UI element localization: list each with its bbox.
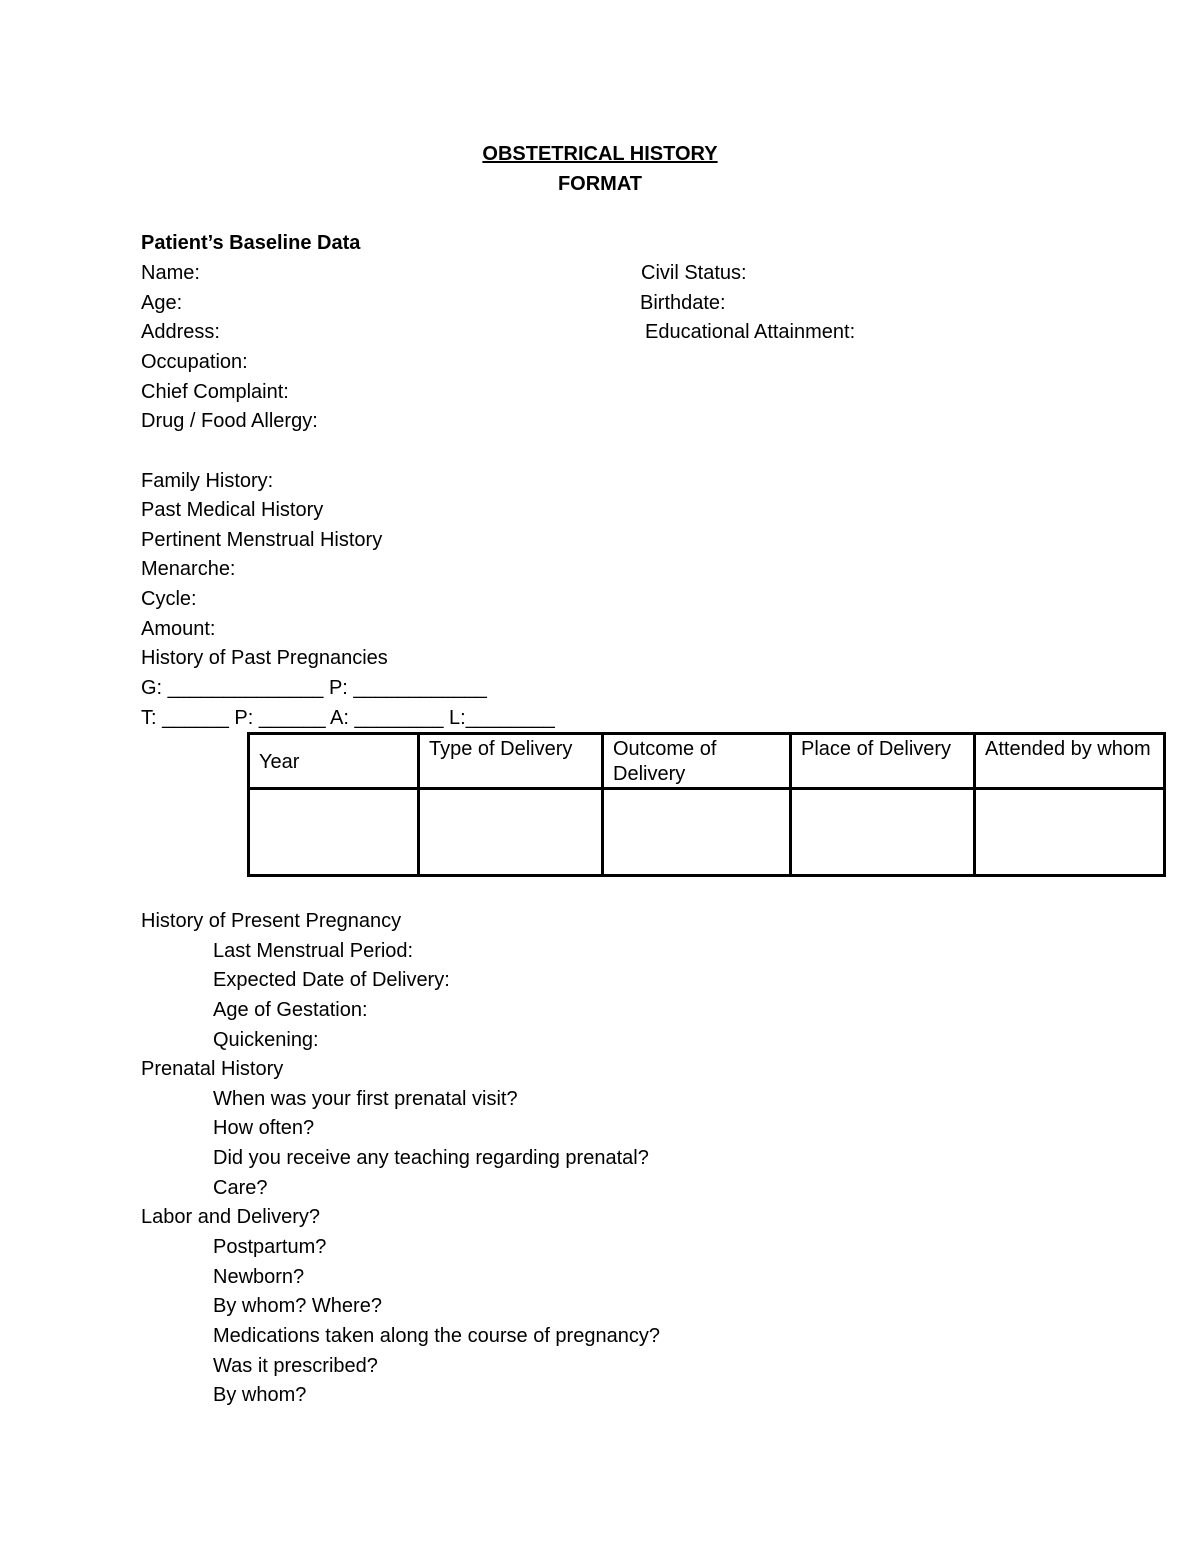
quickening-label: Quickening: [213, 1029, 319, 1051]
table-header-row [249, 734, 1165, 789]
menstrual-history-label: Pertinent Menstrual History [141, 529, 383, 551]
header-outcome-of-delivery: Outcome of Delivery [613, 738, 717, 785]
document-title: OBSTETRICAL HISTORY [482, 143, 718, 165]
document-subtitle: FORMAT [557, 173, 643, 195]
past-pregnancies-label: History of Past Pregnancies [141, 647, 388, 669]
amount-label: Amount: [141, 618, 216, 640]
cycle-label: Cycle: [141, 588, 197, 610]
present-pregnancy-heading: History of Present Pregnancy [141, 910, 402, 932]
aog-label: Age of Gestation: [213, 999, 368, 1021]
header-year: Year [259, 750, 300, 773]
labor-item: Medications taken along the course of pregnancy? [213, 1325, 660, 1347]
gp-line: G: ______________ P: ____________ [141, 677, 487, 699]
header-type-of-delivery: Type of Delivery [429, 738, 573, 760]
table-header-cell [603, 734, 791, 789]
labor-item: Was it prescribed? [213, 1355, 378, 1377]
prenatal-item: When was your first prenatal visit? [213, 1088, 518, 1110]
table-header-cell [791, 734, 975, 789]
header-place-of-delivery: Place of Delivery [801, 738, 952, 760]
occupation-label: Occupation: [141, 351, 248, 373]
prenatal-item: How often? [213, 1117, 315, 1139]
education-label: Educational Attainment: [645, 321, 856, 343]
tpal-line: T: ______ P: ______ A: ________ L:________ [141, 707, 555, 729]
birthdate-label: Birthdate: [640, 292, 726, 314]
allergy-label: Drug / Food Allergy: [141, 410, 318, 432]
labor-item: By whom? Where? [213, 1295, 382, 1317]
table-row [249, 789, 1165, 876]
baseline-heading: Patient’s Baseline Data [141, 232, 361, 254]
labor-heading: Labor and Delivery? [141, 1206, 320, 1228]
civil-status-label: Civil Status: [641, 262, 747, 284]
header-attended-by-whom: Attended by whom [985, 738, 1151, 760]
table-header-cell [975, 734, 1165, 789]
past-pregnancies-table [247, 732, 1166, 877]
prenatal-item: Did you receive any teaching regarding prenatal? [213, 1147, 649, 1169]
table-header-cell [249, 734, 419, 789]
name-label: Name: [141, 262, 200, 284]
past-medical-history-label: Past Medical History [141, 499, 324, 521]
labor-item: Postpartum? [213, 1236, 327, 1258]
edd-label: Expected Date of Delivery: [213, 969, 450, 991]
chief-complaint-label: Chief Complaint: [141, 381, 289, 403]
lmp-label: Last Menstrual Period: [213, 940, 414, 962]
table-cell[interactable] [419, 789, 603, 876]
menarche-label: Menarche: [141, 558, 236, 580]
prenatal-item: Care? [213, 1177, 268, 1199]
table-cell[interactable] [603, 789, 791, 876]
labor-item: By whom? [213, 1384, 307, 1406]
table-cell[interactable] [791, 789, 975, 876]
prenatal-heading: Prenatal History [141, 1058, 284, 1080]
table-cell[interactable] [249, 789, 419, 876]
table-cell[interactable] [975, 789, 1165, 876]
age-label: Age: [141, 292, 183, 314]
family-history-label: Family History: [141, 470, 274, 492]
table-header-cell [419, 734, 603, 789]
labor-item: Newborn? [213, 1266, 305, 1288]
address-label: Address: [141, 321, 220, 343]
